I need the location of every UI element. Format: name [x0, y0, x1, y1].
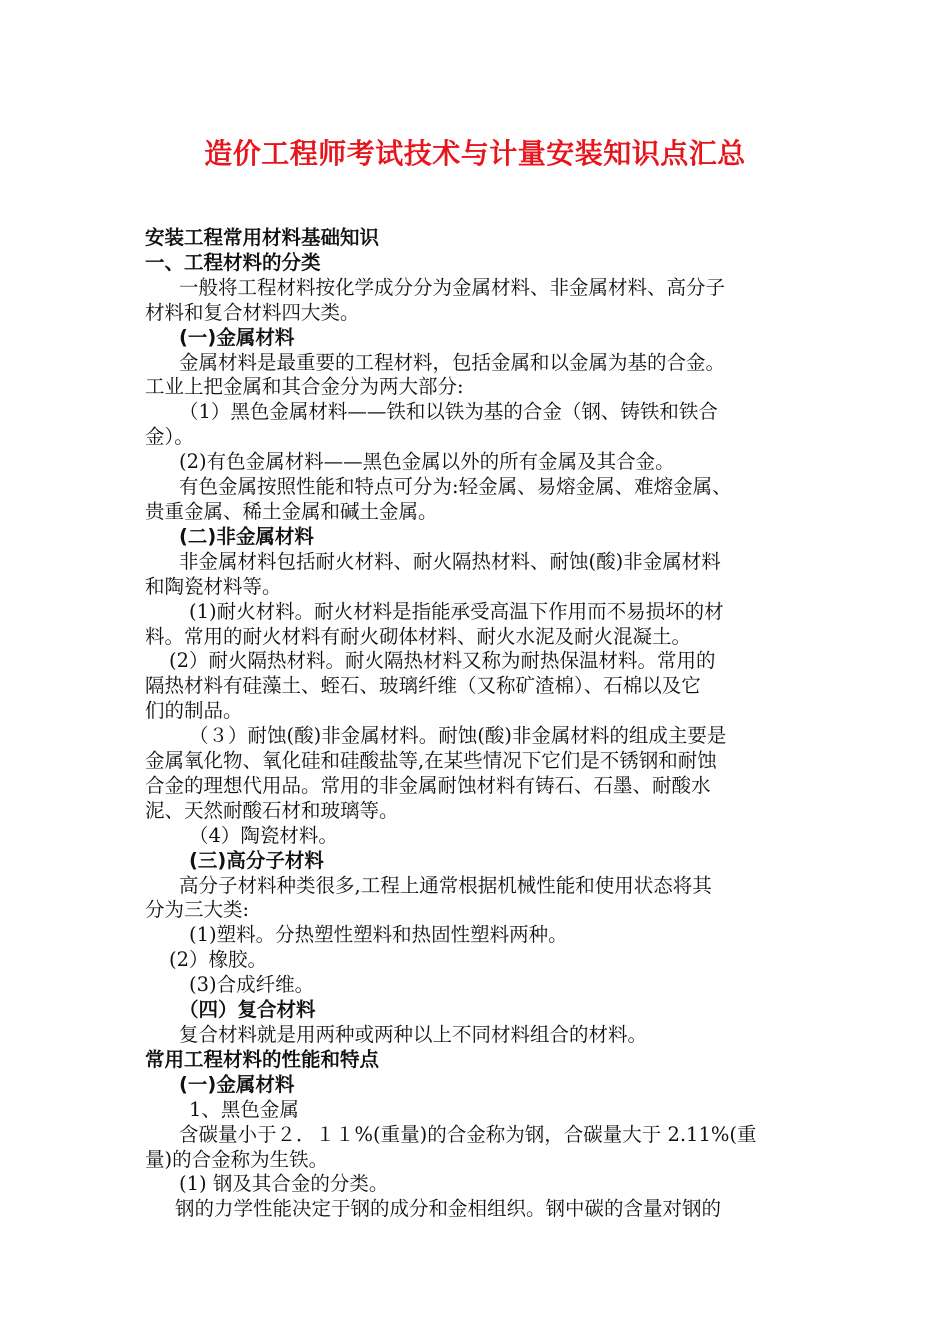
section-heading: 常用工程材料的性能和特点 [145, 1047, 380, 1071]
body-text-line: (3)合成纤维。 [189, 973, 315, 997]
body-text-line: 料。常用的耐火材料有耐火砌体材料、耐火水泥及耐火混凝土。 [145, 624, 692, 648]
body-text-line: (1) 钢及其合金的分类。 [179, 1172, 389, 1196]
body-text-line: 含碳量小于２．１１%(重量)的合金称为钢，合碳量大于 2.11%(重 [179, 1122, 757, 1146]
section-heading: (二)非金属材料 [179, 524, 314, 548]
body-text-line: (2）橡胶。 [169, 948, 268, 972]
body-text-line: 泥、天然耐酸石材和玻璃等。 [145, 798, 399, 822]
body-text-line: 复合材料就是用两种或两种以上不同材料组合的材料。 [179, 1023, 648, 1046]
body-text-line: (2）耐火隔热材料。耐火隔热材料又称为耐热保温材料。常用的 [169, 649, 716, 673]
body-text-line: 们的制品。 [145, 699, 243, 723]
body-text-line: 金属氧化物、氧化硅和硅酸盐等,在某些情况下它们是不锈钢和耐蚀 [145, 749, 717, 773]
body-text-line: 贵重金属、稀土金属和碱土金属。 [145, 499, 438, 523]
body-text-line: 高分子材料种类很多,工程上通常根据机械性能和使用状态将其 [179, 873, 712, 897]
body-text-line: 金属材料是最重要的工程材料，包括金属和以金属为基的合金。 [179, 350, 726, 374]
body-text-line: 钢的力学性能决定于钢的成分和金相组织。钢中碳的含量对钢的 [175, 1197, 722, 1221]
section-heading: (一)金属材料 [179, 325, 295, 349]
body-text-line: 工业上把金属和其合金分为两大部分: [145, 375, 464, 399]
document-title: 造价工程师考试技术与计量安装知识点汇总 [204, 137, 746, 170]
document-body [145, 226, 817, 1222]
body-text-line: （1）黑色金属材料——铁和以铁为基的合金（钢、铸铁和铁合 [179, 400, 718, 424]
section-heading: 一、工程材料的分类 [145, 250, 321, 274]
body-text-line: 分为三大类: [145, 898, 250, 922]
body-text-line: 和陶瓷材料等。 [145, 574, 282, 598]
body-text-line: （３）耐蚀(酸)非金属材料。耐蚀(酸)非金属材料的组成主要是 [189, 724, 727, 748]
body-text-line: 量)的合金称为生铁。 [145, 1147, 329, 1171]
body-text-line: 隔热材料有硅藻土、蛭石、玻璃纤维（又称矿渣棉）、石棉以及它 [145, 674, 701, 698]
section-heading: (一)金属材料 [179, 1072, 295, 1096]
body-text-line: 合金的理想代用品。常用的非金属耐蚀材料有铸石、石墨、耐酸水 [145, 773, 711, 797]
body-text-line: 金）。 [145, 425, 194, 449]
body-text-line: 一般将工程材料按化学成分分为金属材料、非金属材料、高分子 [179, 275, 726, 299]
section-heading: (三)高分子材料 [189, 848, 324, 872]
body-text-line: 材料和复合材料四大类。 [145, 300, 360, 324]
body-text-line: (1)耐火材料。耐火材料是指能承受高温下作用而不易损坏的材 [189, 599, 724, 623]
body-text-line: (2)有色金属材料——黑色金属以外的所有金属及其合金。 [179, 450, 675, 474]
body-text-line: 1、黑色金属 [189, 1097, 299, 1121]
section-heading: 安装工程常用材料基础知识 [145, 226, 380, 249]
body-text-line: （4）陶瓷材料。 [189, 823, 338, 847]
body-text-line: 有色金属按照性能和特点可分为:轻金属、易熔金属、难熔金属、 [179, 475, 732, 499]
body-text-line: 非金属材料包括耐火材料、耐火隔热材料、耐蚀(酸)非金属材料 [179, 549, 721, 573]
body-text-line: (1)塑料。分热塑性塑料和热固性塑料两种。 [189, 923, 568, 947]
section-heading: （四）复合材料 [179, 998, 316, 1022]
